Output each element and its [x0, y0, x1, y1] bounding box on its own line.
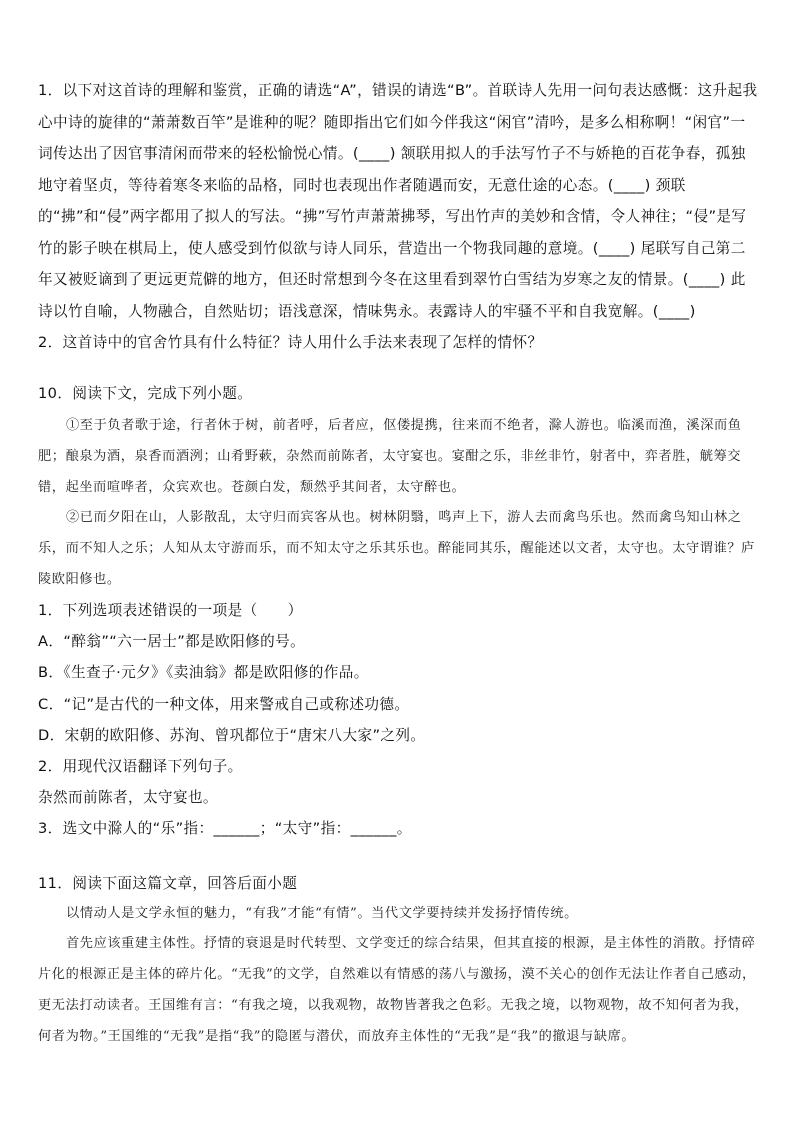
- question-10-3: 3．选文中滁人的“乐”指：______；“太守”指：______。: [38, 820, 412, 838]
- section-11-heading: 11．阅读下面这篇文章，回答后面小题: [38, 875, 298, 892]
- article-paragraph: [38, 928, 760, 1052]
- question-10-2: 2．用现代汉语翻译下列句子。: [38, 758, 243, 776]
- passage-paragraph-2: [38, 502, 760, 595]
- question-10-1: 1．下列选项表述错误的一项是（ ）: [38, 602, 303, 619]
- passage-paragraph-2-text: ②已而夕阳在山，人影散乱，太守归而宾客从也。树林阴翳，鸣声上下，游人去而禽鸟乐也。然而禽鸟知山林之乐，而不知人之乐；人知从太守游而乐，而不知太守之乐其乐也。醉能同其乐，醒能述以文者，太守也。太守谓谁？庐陵欧阳修也。: [38, 510, 755, 587]
- option-d: D．宋朝的欧阳修、苏洵、曾巩都位于“唐宋八大家”之列。: [38, 726, 426, 744]
- passage-paragraph-1-text: ①至于负者歌于途，行者休于树，前者呼，后者应，伛偻提携，往来而不绝者，滁人游也。临溪而渔，溪深而鱼肥；酿泉为酒，泉香而酒洌；山肴野蔌，杂然而前陈者，太守宴也。宴酣之乐，非丝非竹，射者中，弈者胜，觥筹交错，起坐而喧哗者，众宾欢也。苍颜白发，颓然乎其间者，太守醉也。: [38, 418, 742, 495]
- option-c: C．“记”是古代的一种文体，用来警戒自己或称述功德。: [38, 695, 410, 713]
- article-subtitle: [38, 898, 760, 929]
- question-2-text: 2．这首诗中的官舍竹具有什么特征？诗人用什么手法来表现了怎样的情怀？: [38, 334, 543, 351]
- section-10-questions: [38, 595, 760, 845]
- question-1-paragraph: 1．以下对这首诗的理解和鉴赏，正确的请选“A”，错误的请选“B”。首联诗人先用一问句表达感慨：这升起我心中诗的旋律的“萧萧数百竿”是谁种的呢？随即指出它们如今伴我这“闲官”清吟，是多么相称啊！“闲官”一词传达出了因官事清闲而带来的轻松愉悦心情。(____) 颔联用拟人的手法写竹子不与娇艳的百花争春，孤独地守着坚贞，等待着寒冬来临的品格，同时也表现出作者随遇而安，无意仕途的心态。(____) 颈联的“拂”和“侵”两字都用了拟人的写法。“拂”写竹声萧萧拂琴，写出竹声的美妙和含情，令人神往；“侵”是写竹的影子映在棋局上，使人感受到竹似欲与诗人同乐，营造出一个物我同趣的意境。(____) 尾联写自己第二年又被贬谪到了更远更荒僻的地方，但还时常想到今冬在这里看到翠竹白雪结为岁寒之友的情景。(____) 此诗以竹自喻，人物融合，自然贴切；语浅意深，情味隽永。表露诗人的牢骚不平和自我宽解。(____): [38, 82, 758, 320]
- article-paragraph-text: 首先应该重建主体性。抒情的衰退是时代转型、文学变迁的综合结果，但其直接的根源，是主体性的消散。抒情碎片化的根源正是主体的碎片化。“无我”的文学，自然难以有情感的荡八与激扬，漠不关心的创作无法让作者自己感动，更无法打动读者。王国维有言：“有我之境，以我观物，故物皆著我之色彩。无我之境，以物观物，故不知何者为我，何者为物。”王国维的“无我”是指“我”的隐匿与潜伏，而放弃主体性的“无我”是“我”的撤退与缺席。: [38, 936, 756, 1044]
- section-10-heading: 10．阅读下文，完成下列小题。: [38, 385, 253, 402]
- passage-paragraph-1: [38, 410, 760, 503]
- option-a: A．“醉翁”“六一居士”都是欧阳修的号。: [38, 633, 306, 651]
- article-subtitle-text: 以情动人是文学永恒的魅力，“有我”才能“有情”。当代文学要持续并发扬抒情传统。: [66, 906, 578, 921]
- option-b: B．《生查子·元夕》《卖油翁》都是欧阳修的作品。: [38, 664, 369, 682]
- question-10-2-sentence: 杂然而前陈者，太守宴也。: [38, 789, 218, 807]
